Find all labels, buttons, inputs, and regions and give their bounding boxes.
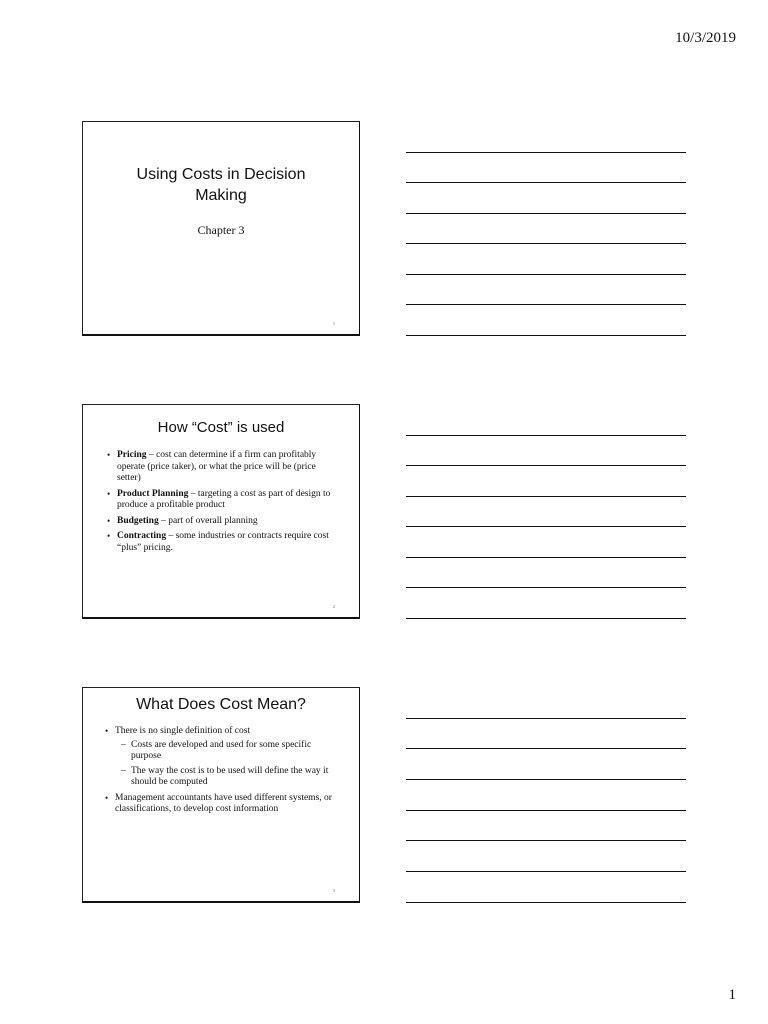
notes-line (406, 496, 686, 497)
slide-number: 2 (333, 604, 335, 609)
notes-line (406, 748, 686, 749)
notes-line (406, 465, 686, 466)
bullet-text: – targeting a cost as part of design to produce a profitable product (117, 488, 331, 510)
notes-line (406, 840, 686, 841)
notes-line (406, 779, 686, 780)
bullet-text: Management accountants have used different systems, or classifications, to develop cost information (115, 792, 332, 814)
slide-title: Using Costs in Decision Making (136, 166, 306, 204)
slide-number: 1 (333, 321, 335, 326)
notes-line (406, 902, 686, 903)
notes-line (406, 274, 686, 275)
slide-thumbnail-1 (82, 121, 360, 336)
bullet-text: There is no single definition of cost (115, 726, 251, 736)
bullet-text: – part of overall planning (158, 515, 258, 526)
slide-subtitle: Chapter 3 (197, 223, 245, 237)
bullet-item (107, 531, 339, 554)
sub-bullet-item: – The way the cost is to be used will define the way it should be computed (121, 766, 341, 789)
bullet-term: Pricing (117, 450, 147, 460)
notes-line (406, 213, 686, 214)
bullet-text: – cost can determine if a firm can profitably operate (price taker), or what the price will be (price setter) (117, 450, 317, 483)
bullet-list (83, 450, 359, 554)
bullet-item (107, 516, 339, 528)
bullet-term: Budgeting (117, 515, 159, 526)
notes-line (406, 335, 686, 336)
notes-line (406, 152, 686, 153)
sub-bullet-list (115, 740, 341, 789)
slide-thumbnail-3 (82, 687, 360, 903)
page-number: 1 (728, 987, 736, 1003)
notes-line (406, 718, 686, 719)
notes-line (406, 182, 686, 183)
slide-title: How “Cost” is used (157, 419, 285, 436)
bullet-item (105, 726, 341, 789)
sub-bullet-item: – Costs are developed and used for some specific purpose (121, 740, 341, 763)
bullet-item (107, 450, 339, 485)
page-date: 10/3/2019 (675, 30, 736, 46)
slide-title: What Does Cost Mean? (136, 696, 306, 713)
notes-line (406, 435, 686, 436)
bullet-text: – some industries or contracts require cost “plus” pricing. (117, 531, 329, 553)
notes-line (406, 587, 686, 588)
slide-thumbnail-2 (82, 404, 360, 619)
notes-line (406, 526, 686, 527)
notes-line (406, 618, 686, 619)
bullet-term: Contracting (117, 531, 167, 541)
notes-line (406, 871, 686, 872)
bullet-item (107, 489, 339, 512)
bullet-term: Product Planning (117, 488, 189, 499)
slide-number: 3 (333, 888, 335, 893)
notes-line (406, 810, 686, 811)
notes-line (406, 557, 686, 558)
bullet-item (105, 793, 341, 816)
notes-line (406, 243, 686, 244)
notes-line (406, 304, 686, 305)
bullet-list (83, 726, 359, 816)
